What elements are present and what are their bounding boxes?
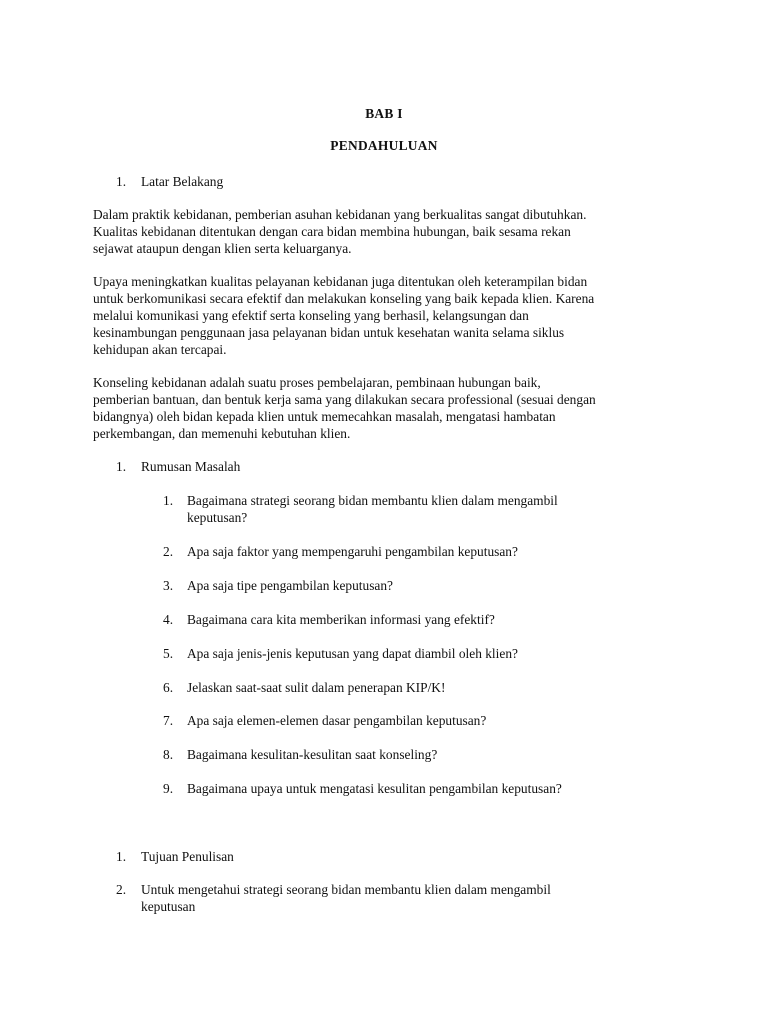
section-heading-rumusan-masalah: Rumusan Masalah bbox=[141, 459, 241, 474]
question-item: Apa saja elemen-elemen dasar pengambilan keputusan? bbox=[187, 713, 487, 728]
section-heading-tujuan-penulisan: Tujuan Penulisan bbox=[141, 849, 234, 864]
question-number: 4. bbox=[163, 612, 174, 627]
question-number: 5. bbox=[163, 646, 174, 661]
question-item: Apa saja tipe pengambilan keputusan? bbox=[187, 578, 393, 593]
paragraph-line: perkembangan, dan memenuhi kebutuhan klien. bbox=[93, 426, 351, 441]
question-item: Apa saja faktor yang mempengaruhi pengambilan keputusan? bbox=[187, 544, 518, 559]
section-number: 1. bbox=[116, 849, 127, 864]
paragraph-line: Dalam praktik kebidanan, pemberian asuhan kebidanan yang berkualitas sangat dibutuhkan. bbox=[93, 207, 587, 222]
question-number: 2. bbox=[163, 544, 174, 559]
paragraph-line: Konseling kebidanan adalah suatu proses pembelajaran, pembinaan hubungan baik, bbox=[93, 375, 541, 390]
page-title: PENDAHULUAN bbox=[330, 138, 438, 153]
paragraph-line: kehidupan akan tercapai. bbox=[93, 342, 227, 357]
paragraph-line: Kualitas kebidanan ditentukan dengan cara bidan membina hubungan, baik sesama rekan bbox=[93, 224, 571, 239]
question-number: 7. bbox=[163, 713, 174, 728]
question-item: Jelaskan saat-saat sulit dalam penerapan KIP/K! bbox=[187, 680, 446, 695]
paragraph-line: bidangnya) oleh bidan kepada klien untuk memecahkan masalah, mengatasi hambatan bbox=[93, 409, 556, 424]
paragraph-1 bbox=[93, 206, 693, 257]
goal-number: 2. bbox=[116, 882, 127, 897]
chapter-label: BAB I bbox=[365, 106, 403, 121]
paragraph-line: melalui komunikasi yang efektif serta konseling yang berhasil, kelangsungan dan bbox=[93, 308, 529, 323]
question-item: Bagaimana kesulitan-kesulitan saat konseling? bbox=[187, 747, 438, 762]
paragraph-3 bbox=[93, 374, 693, 442]
question-item: Apa saja jenis-jenis keputusan yang dapat diambil oleh klien? bbox=[187, 646, 518, 661]
paragraph-line: pemberian bantuan, dan bentuk kerja sama yang dilakukan secara professional (sesuai dengan bbox=[93, 392, 596, 407]
section-heading-latar-belakang: Latar Belakang bbox=[141, 174, 224, 189]
section-number: 1. bbox=[116, 174, 127, 189]
section-number: 1. bbox=[116, 459, 127, 474]
paragraph-line: sejawat ataupun dengan klien serta keluarganya. bbox=[93, 241, 352, 256]
question-number: 6. bbox=[163, 680, 174, 695]
question-number: 3. bbox=[163, 578, 174, 593]
goal-item-continued: keputusan bbox=[141, 899, 196, 914]
question-item: Bagaimana cara kita memberikan informasi yang efektif? bbox=[187, 612, 495, 627]
paragraph-line: Upaya meningkatkan kualitas pelayanan kebidanan juga ditentukan oleh keterampilan bidan bbox=[93, 274, 588, 289]
question-number: 9. bbox=[163, 781, 174, 796]
paragraph-line: untuk berkomunikasi secara efektif dan melakukan konseling yang baik kepada klien. Karena bbox=[93, 291, 595, 306]
question-item-continued: keputusan? bbox=[187, 510, 248, 525]
question-number: 1. bbox=[163, 493, 174, 508]
paragraph-line: kesinambungan penggunaan jasa pelayanan bidan untuk kesehatan wanita selama siklus bbox=[93, 325, 565, 340]
question-item: Bagaimana strategi seorang bidan membantu klien dalam mengambil bbox=[187, 493, 558, 508]
question-item: Bagaimana upaya untuk mengatasi kesulitan pengambilan keputusan? bbox=[187, 781, 562, 796]
paragraph-2 bbox=[93, 273, 693, 358]
question-number: 8. bbox=[163, 747, 174, 762]
goal-item: Untuk mengetahui strategi seorang bidan membantu klien dalam mengambil bbox=[141, 882, 551, 897]
